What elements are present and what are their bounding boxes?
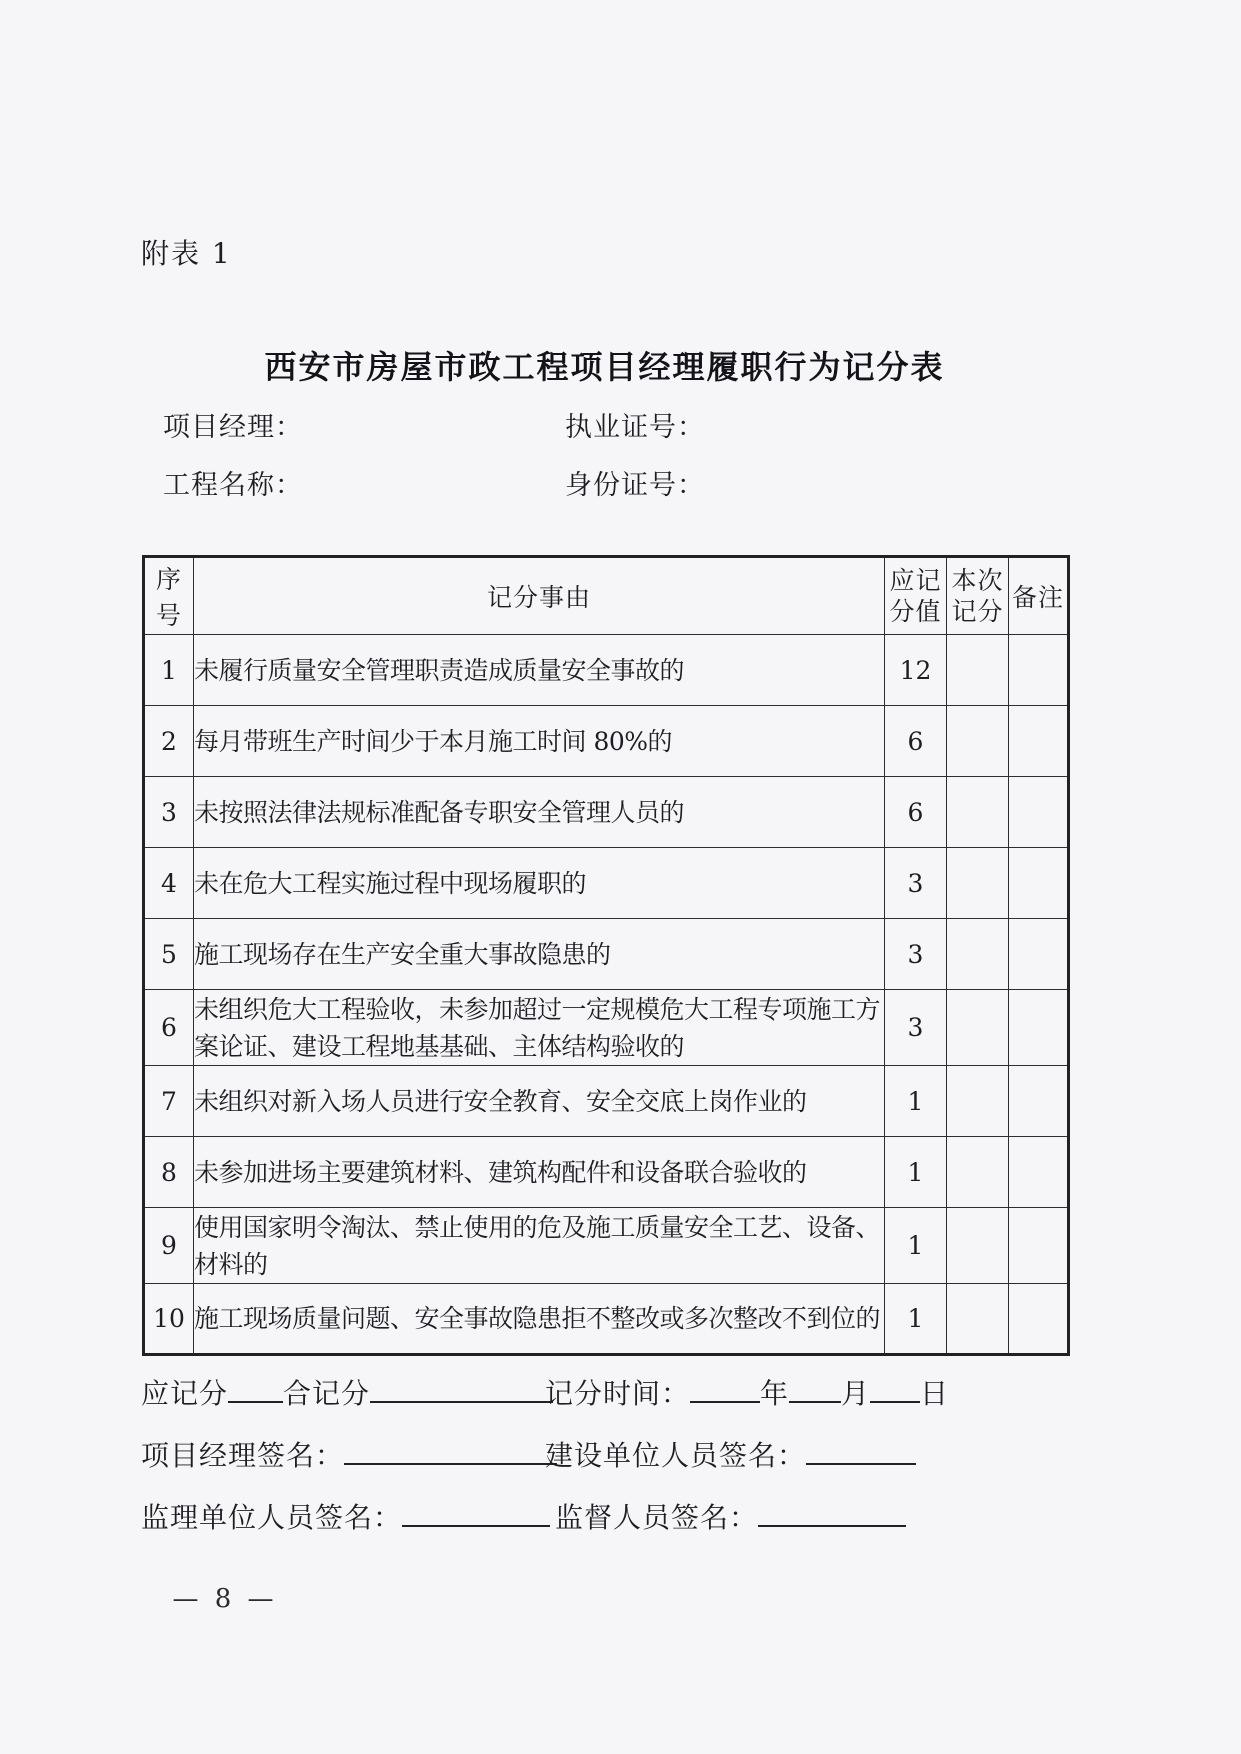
table-row-6 xyxy=(144,990,1069,1066)
table-row-1 xyxy=(144,635,1069,706)
score-total-label: 合记分 xyxy=(283,1377,371,1410)
score-time-group xyxy=(545,1372,949,1412)
cell-remark xyxy=(1009,848,1069,919)
cell-points: 6 xyxy=(885,777,947,848)
cell-points: 3 xyxy=(885,848,947,919)
cell-this-score xyxy=(947,990,1009,1066)
attachment-label: 附表 1 xyxy=(141,237,232,270)
cell-points: 3 xyxy=(885,919,947,990)
construction-sign-label: 建设单位人员签名： xyxy=(545,1439,807,1472)
id-number-label: 身份证号： xyxy=(565,470,705,501)
cell-no: 8 xyxy=(144,1137,194,1208)
pm-sign-blank xyxy=(344,1436,557,1465)
cell-reason: 施工现场存在生产安全重大事故隐患的 xyxy=(194,919,885,990)
cell-remark xyxy=(1009,919,1069,990)
cell-this-score xyxy=(947,635,1009,706)
cell-reason: 使用国家明令淘汰、禁止使用的危及施工质量安全工艺、设备、材料的 xyxy=(194,1208,885,1284)
table-row-10 xyxy=(144,1284,1069,1355)
score-table xyxy=(142,555,1070,1356)
cell-points: 1 xyxy=(885,1284,947,1355)
cell-remark xyxy=(1009,1066,1069,1137)
score-due-blank xyxy=(228,1374,283,1403)
cell-remark xyxy=(1009,777,1069,848)
col-header-no: 序号 xyxy=(144,557,194,635)
project-name-label: 工程名称： xyxy=(163,470,303,501)
footer-score-line xyxy=(141,1372,1101,1412)
cell-reason: 未按照法律法规标准配备专职安全管理人员的 xyxy=(194,777,885,848)
cell-reason: 未履行质量安全管理职责造成质量安全事故的 xyxy=(194,635,885,706)
cell-reason: 每月带班生产时间少于本月施工时间 80%的 xyxy=(194,706,885,777)
cell-no: 5 xyxy=(144,919,194,990)
inspector-sign-label: 监督人员签名： xyxy=(555,1501,759,1534)
cell-this-score xyxy=(947,777,1009,848)
cell-remark xyxy=(1009,1137,1069,1208)
cell-points: 6 xyxy=(885,706,947,777)
col-header-points-line1: 应记 xyxy=(889,566,942,595)
cell-reason: 未在危大工程实施过程中现场履职的 xyxy=(194,848,885,919)
cell-points: 1 xyxy=(885,1208,947,1284)
project-manager-label: 项目经理： xyxy=(163,412,303,443)
cell-remark xyxy=(1009,1208,1069,1284)
footer-signature-line-1 xyxy=(141,1434,1101,1474)
col-header-remark: 备注 xyxy=(1009,557,1069,635)
table-row-4 xyxy=(144,848,1069,919)
table-row-8 xyxy=(144,1137,1069,1208)
col-header-reason: 记分事由 xyxy=(194,557,885,635)
month-label: 月 xyxy=(841,1377,871,1410)
day-blank xyxy=(870,1374,920,1403)
cell-no: 9 xyxy=(144,1208,194,1284)
table-row-7 xyxy=(144,1066,1069,1137)
cell-remark xyxy=(1009,706,1069,777)
cell-this-score xyxy=(947,1137,1009,1208)
col-header-this-score xyxy=(947,557,1009,635)
cell-points: 1 xyxy=(885,1066,947,1137)
cell-remark xyxy=(1009,635,1069,706)
day-label: 日 xyxy=(920,1377,950,1410)
cell-remark xyxy=(1009,990,1069,1066)
inspector-sign-blank xyxy=(758,1498,906,1527)
year-label: 年 xyxy=(760,1377,790,1410)
score-total-blank xyxy=(370,1374,553,1403)
cell-this-score xyxy=(947,848,1009,919)
cell-points: 12 xyxy=(885,635,947,706)
cell-no: 2 xyxy=(144,706,194,777)
pm-sign-label: 项目经理签名： xyxy=(141,1439,345,1472)
cell-this-score xyxy=(947,1284,1009,1355)
cell-this-score xyxy=(947,706,1009,777)
page-title: 西安市房屋市政工程项目经理履职行为记分表 xyxy=(264,348,945,386)
inspector-sign-group xyxy=(555,1496,906,1536)
cell-this-score xyxy=(947,1208,1009,1284)
cell-this-score xyxy=(947,1066,1009,1137)
score-time-label: 记分时间： xyxy=(545,1377,691,1410)
table-row-2 xyxy=(144,706,1069,777)
table-row-3 xyxy=(144,777,1069,848)
month-blank xyxy=(789,1374,841,1403)
cell-remark xyxy=(1009,1284,1069,1355)
cell-points: 1 xyxy=(885,1137,947,1208)
supervision-sign-label: 监理单位人员签名： xyxy=(141,1501,403,1534)
cell-this-score xyxy=(947,919,1009,990)
col-header-this-line1: 本次 xyxy=(951,566,1004,595)
cell-reason: 施工现场质量问题、安全事故隐患拒不整改或多次整改不到位的 xyxy=(194,1284,885,1355)
table-row-5 xyxy=(144,919,1069,990)
supervision-sign-blank xyxy=(402,1498,550,1527)
info-row-1 xyxy=(163,405,1067,444)
cell-no: 1 xyxy=(144,635,194,706)
cell-no: 4 xyxy=(144,848,194,919)
cell-reason: 未组织危大工程验收，未参加超过一定规模危大工程专项施工方案论证、建设工程地基基础、主体结构验收的 xyxy=(194,990,885,1066)
page-number: — 8 — xyxy=(172,1584,278,1614)
score-due-label: 应记分 xyxy=(141,1377,229,1410)
cell-no: 3 xyxy=(144,777,194,848)
col-header-points xyxy=(885,557,947,635)
cell-reason: 未参加进场主要建筑材料、建筑构配件和设备联合验收的 xyxy=(194,1137,885,1208)
year-blank xyxy=(690,1374,760,1403)
cell-points: 3 xyxy=(885,990,947,1066)
construction-sign-group xyxy=(545,1434,916,1474)
col-header-this-line2: 记分 xyxy=(951,597,1004,626)
cell-no: 10 xyxy=(144,1284,194,1355)
practice-cert-label: 执业证号： xyxy=(565,412,705,443)
cell-no: 7 xyxy=(144,1066,194,1137)
table-row-9 xyxy=(144,1208,1069,1284)
cell-reason: 未组织对新入场人员进行安全教育、安全交底上岗作业的 xyxy=(194,1066,885,1137)
table-header-row xyxy=(144,557,1069,635)
construction-sign-blank xyxy=(806,1436,916,1465)
cell-no: 6 xyxy=(144,990,194,1066)
footer-signature-line-2 xyxy=(141,1496,1101,1536)
info-row-2 xyxy=(163,463,1067,502)
col-header-points-line2: 分值 xyxy=(889,597,942,626)
